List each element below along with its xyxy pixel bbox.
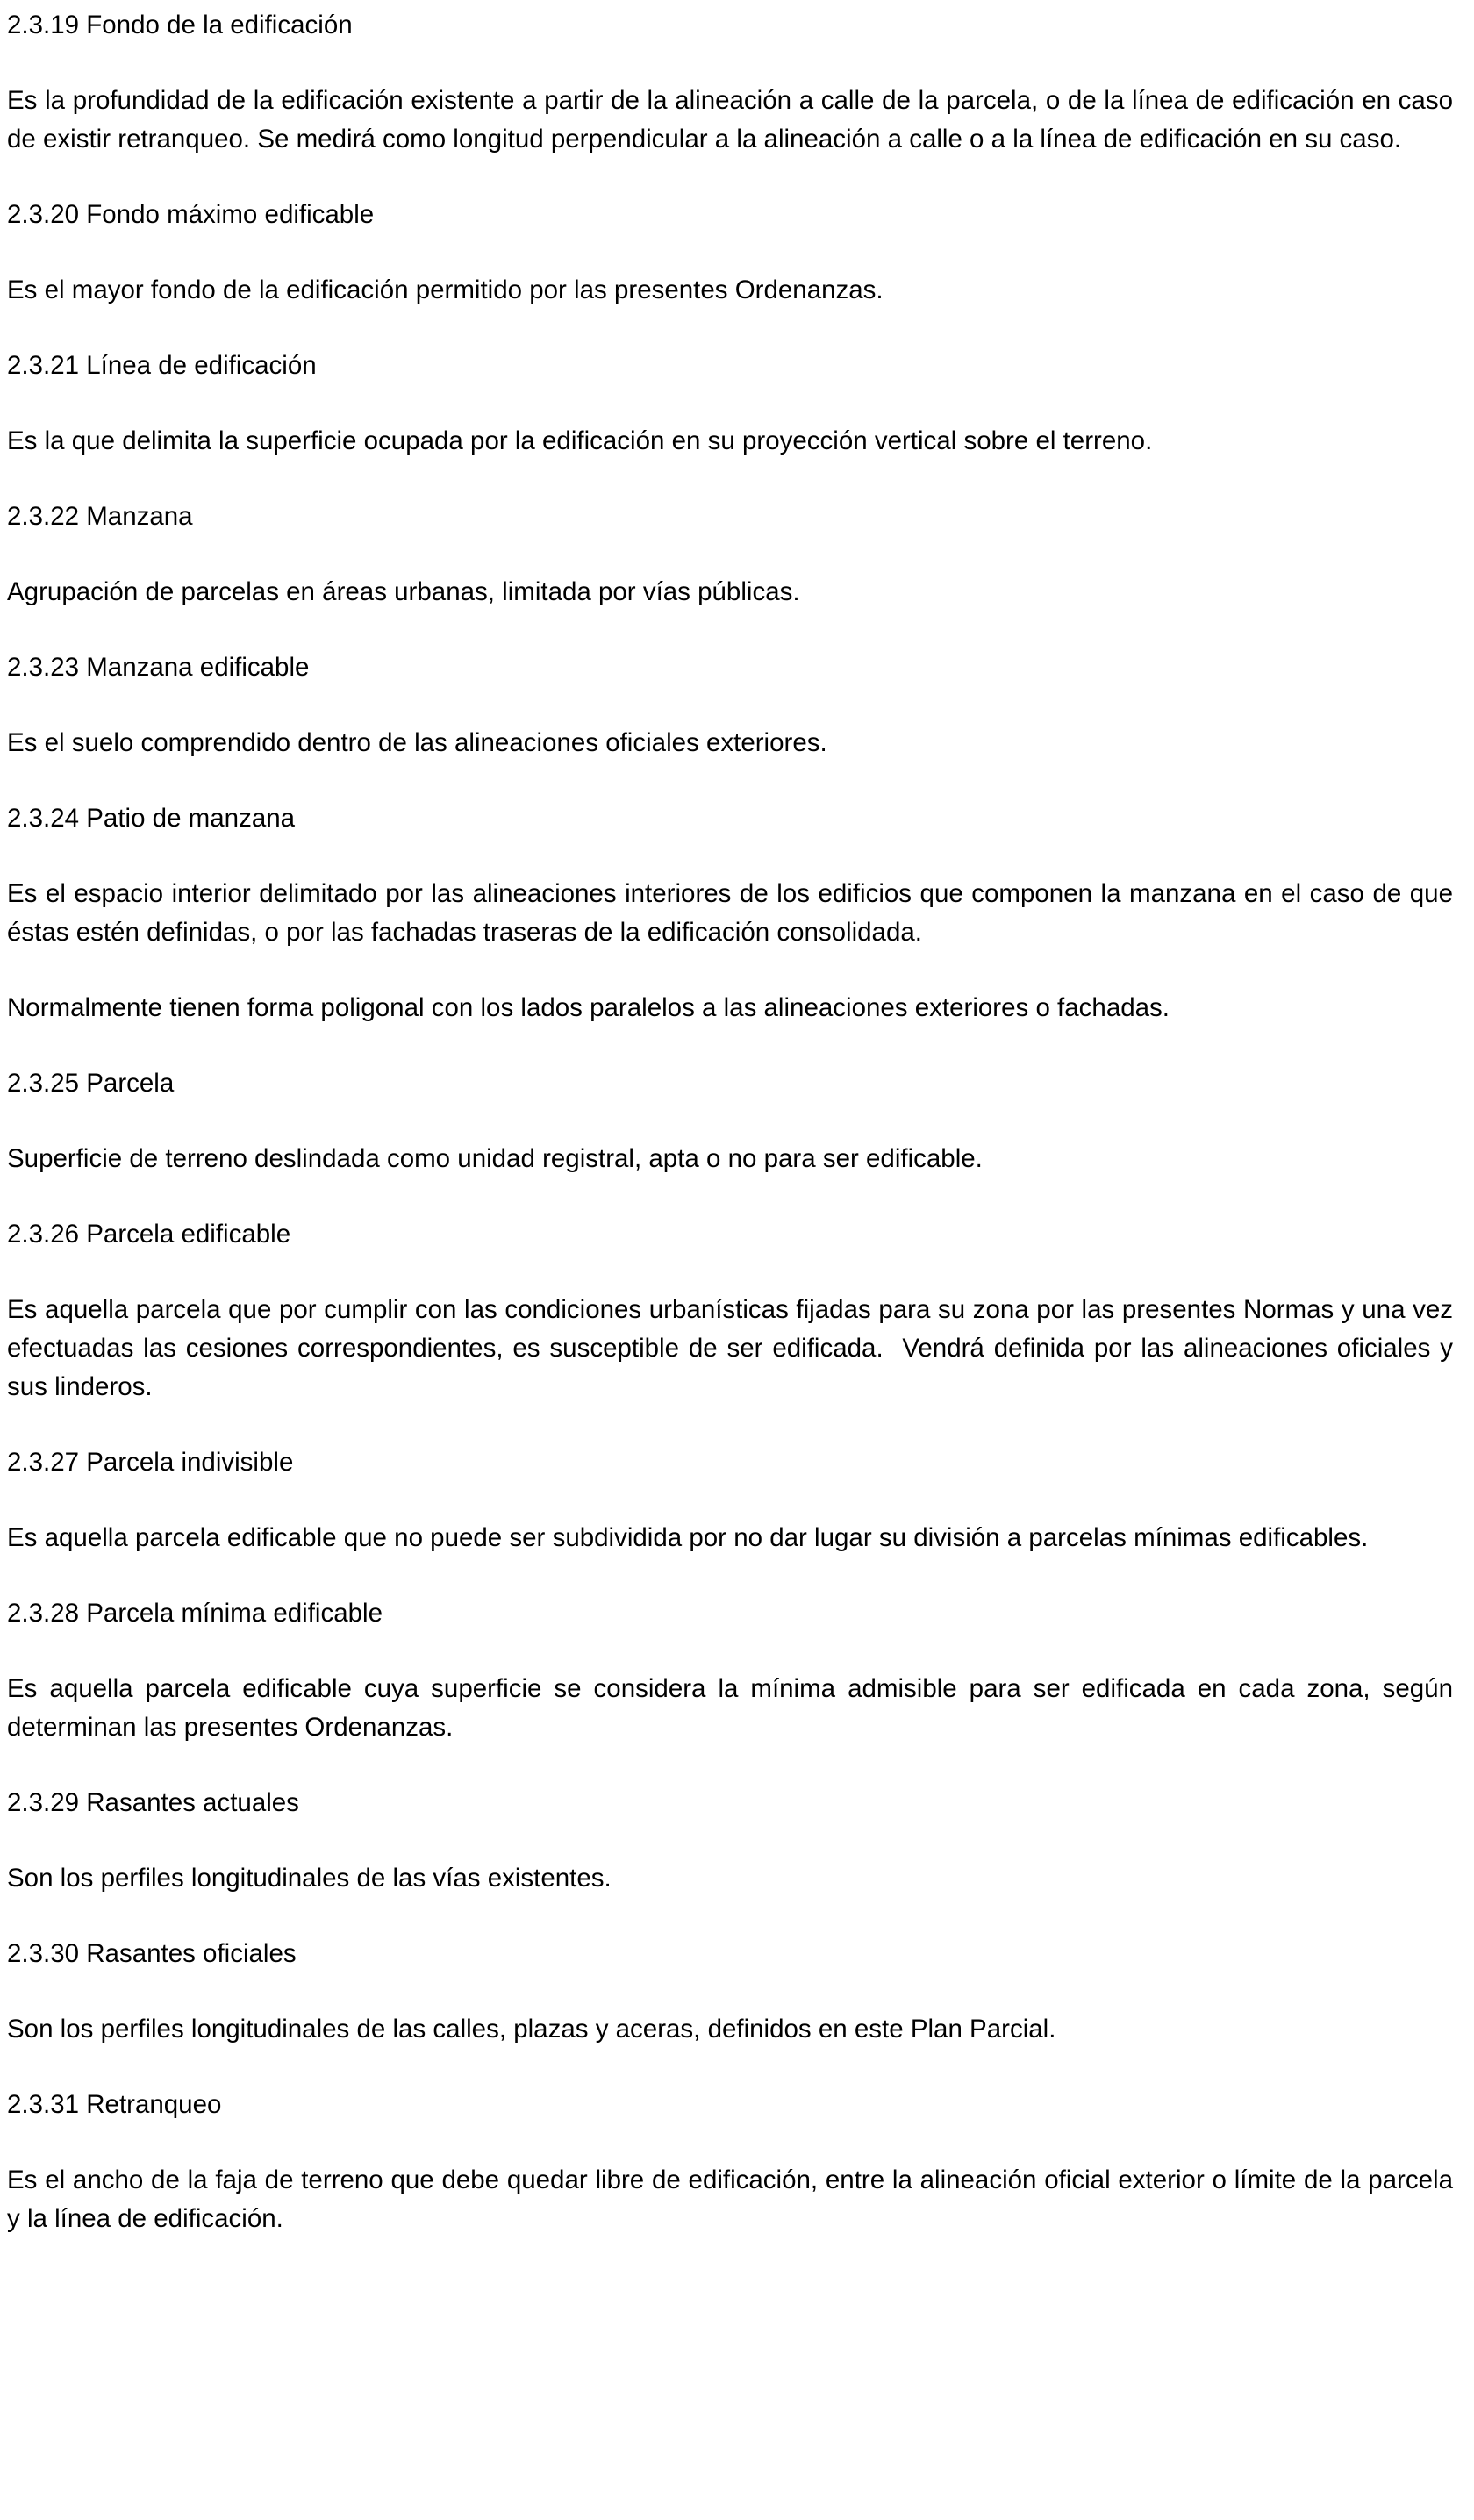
section-number: 2.3.23: [7, 653, 80, 682]
section-number: 2.3.26: [7, 1220, 80, 1249]
section-paragraph: Agrupación de parcelas en áreas urbanas, limitada por vías públicas.: [7, 577, 800, 606]
section-title: Parcela mínima edificable: [86, 1599, 383, 1628]
section-2-3-28: [7, 1594, 1461, 1747]
section-title: Manzana edificable: [86, 653, 310, 682]
section-2-3-30: [7, 1935, 1453, 2049]
section-title: Rasantes oficiales: [86, 1939, 297, 1968]
section-paragraph: Es el mayor fondo de la edificación permitido por las presentes Ordenanzas.: [7, 276, 884, 304]
section-heading: [7, 196, 1453, 234]
section-2-3-19: [7, 6, 1461, 159]
section-heading: [7, 498, 1453, 536]
section-number: 2.3.19: [7, 11, 80, 39]
section-number: 2.3.31: [7, 2090, 80, 2119]
section-number: 2.3.30: [7, 1939, 80, 1968]
section-heading: [7, 799, 1453, 838]
ordinance-definitions-document: [7, 6, 1461, 2275]
section-title: Línea de edificación: [86, 351, 317, 380]
section-title: Parcela edificable: [86, 1220, 291, 1249]
section-title: Parcela indivisible: [86, 1448, 294, 1477]
section-paragraph: Es la que delimita la superficie ocupada por la edificación en su proyección vertical sobre el terreno.: [7, 426, 1153, 455]
section-2-3-22: [7, 498, 1453, 612]
section-2-3-24: [7, 799, 1461, 1027]
section-heading: [7, 347, 1453, 385]
section-heading: [7, 1215, 1453, 1254]
section-2-3-21: [7, 347, 1453, 461]
section-2-3-23: [7, 648, 1453, 762]
section-paragraph: Es aquella parcela edificable que no puede ser subdividida por no dar lugar su división a parcelas mínimas edificables.: [7, 1523, 1369, 1552]
section-2-3-20: [7, 196, 1453, 310]
section-paragraph: Son los perfiles longitudinales de las vías existentes.: [7, 1864, 612, 1893]
section-number: 2.3.27: [7, 1448, 80, 1477]
section-title: Rasantes actuales: [86, 1788, 299, 1817]
section-heading: [7, 1784, 1453, 1822]
section-number: 2.3.28: [7, 1599, 80, 1628]
section-title: Parcela: [86, 1069, 175, 1098]
section-paragraph: Son los perfiles longitudinales de las calles, plazas y aceras, definidos en este Plan Parcial.: [7, 2015, 1056, 2044]
section-2-3-27: [7, 1443, 1453, 1557]
section-paragraph: Es el ancho de la faja de terreno que debe quedar libre de edificación, entre la alineación oficial exterior o límite de la parcela y la línea de edificación.: [7, 2166, 1461, 2233]
section-number: 2.3.22: [7, 502, 80, 531]
section-number: 2.3.25: [7, 1069, 80, 1098]
section-paragraph: Es la profundidad de la edificación existente a partir de la alineación a calle de la parcela, o de la línea de edificación en caso de existir retranqueo. Se medirá como longitud perpendicular a la alineación a calle o a la línea de edificación en su caso.: [7, 86, 1461, 154]
section-paragraph: Es aquella parcela que por cumplir con las condiciones urbanísticas fijadas para su zona por las presentes Normas y una vez efectuadas las cesiones correspondientes, es susceptible de ser edificada. Vendrá definida por las alineaciones oficiales y sus linderos.: [7, 1295, 1461, 1401]
section-number: 2.3.20: [7, 200, 80, 229]
section-heading: [7, 1064, 1453, 1103]
section-title: Fondo máximo edificable: [86, 200, 375, 229]
section-heading: [7, 2086, 1453, 2124]
section-2-3-31: [7, 2086, 1461, 2238]
section-paragraph: Es aquella parcela edificable cuya superficie se considera la mínima admisible para ser edificada en cada zona, según determinan las presentes Ordenanzas.: [7, 1674, 1461, 1742]
section-number: 2.3.29: [7, 1788, 80, 1817]
section-number: 2.3.24: [7, 804, 80, 833]
section-2-3-29: [7, 1784, 1453, 1898]
section-title: Fondo de la edificación: [86, 11, 353, 39]
section-heading: [7, 6, 1453, 45]
section-heading: [7, 1935, 1453, 1973]
section-heading: [7, 1443, 1453, 1482]
section-2-3-26: [7, 1215, 1461, 1407]
section-paragraph: Es el espacio interior delimitado por las alineaciones interiores de los edificios que componen la manzana en el caso de que éstas estén definidas, o por las fachadas traseras de la edificación consolidada.: [7, 879, 1461, 947]
section-heading: [7, 1594, 1453, 1633]
section-2-3-25: [7, 1064, 1453, 1178]
section-heading: [7, 648, 1453, 687]
section-title: Retranqueo: [86, 2090, 222, 2119]
section-paragraph: Normalmente tienen forma poligonal con los lados paralelos a las alineaciones exteriores o fachadas.: [7, 993, 1170, 1022]
section-paragraph: Es el suelo comprendido dentro de las alineaciones oficiales exteriores.: [7, 728, 827, 757]
section-title: Patio de manzana: [86, 804, 296, 833]
section-title: Manzana: [86, 502, 193, 531]
section-paragraph: Superficie de terreno deslindada como unidad registral, apta o no para ser edificable.: [7, 1144, 983, 1173]
section-number: 2.3.21: [7, 351, 80, 380]
